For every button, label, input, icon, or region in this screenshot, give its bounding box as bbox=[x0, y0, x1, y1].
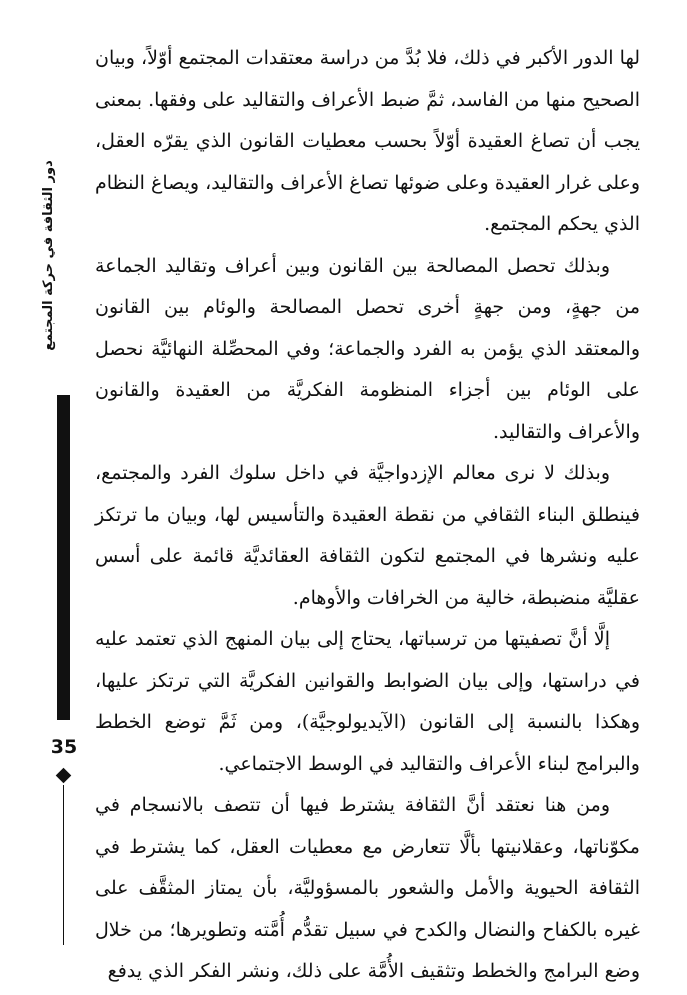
diamond-ornament-icon bbox=[56, 768, 72, 784]
running-title bbox=[28, 160, 68, 350]
page-number: 35 bbox=[50, 736, 78, 758]
running-title-text: دور الثقافة في حركة المجتمع bbox=[40, 159, 56, 351]
decorative-side-line bbox=[63, 785, 64, 945]
page-margin-column bbox=[28, 0, 78, 995]
paragraph-1: لها الدور الأكبر في ذلك، فلا بُدَّ من دراسة معتقدات المجتمع أوّلاً، وبيان الصحيح منها من الفاسد، ثمَّ ضبط الأعراف والتقاليد على وفقها. بمعنى يجب أن تصاغ العقيدة أوّلاً بحسب معطيات القانون الذي يقرّه العقل، وعلى غرار العقيدة وعلى ضوئها تصاغ الأعراف والتقاليد، ويصاغ النظام الذي يحكم المجتمع. bbox=[95, 47, 640, 235]
paragraph-5: ومن هنا نعتقد أنَّ الثقافة يشترط فيها أن تتصف بالانسجام في مكوّناتها، وعقلانيتها بألَّا تتعارض مع معطيات العقل، كما يشترط في الثقافة الحيوية والأمل والشعور بالمسؤوليَّة، بأن يمتاز المثقَّف على غيره بالكفاح والنضال والكدح في سبيل تقدُّم أُمَّته وتطويرها؛ من خلال وضع البرامج والخطط وتثقيف الأُمَّة على ذلك، ونشر الفكر الذي يدفع bbox=[95, 794, 640, 982]
body-text bbox=[95, 38, 640, 993]
paragraph-4: إلَّا أنَّ تصفيتها من ترسباتها، يحتاج إلى بيان المنهج الذي تعتمد عليه في دراستها، وإلى بيان الضوابط والقوانين الفكريَّة التي ترتكز عليها، وهكذا بالنسبة إلى القانون (الآيديولوجيَّة)، ومن ثَمَّ توضع الخطط والبرامج لبناء الأعراف والتقاليد في الوسط الاجتماعي. bbox=[95, 628, 640, 775]
paragraph-2: وبذلك تحصل المصالحة بين القانون وبين أعراف وتقاليد الجماعة من جهةٍ، ومن جهةٍ أخرى تحصل المصالحة والوئام بين القانون والمعتقد الذي يؤمن به الفرد والجماعة؛ وفي المحصِّلة النهائيَّة نحصل على الوئام بين أجزاء المنظومة الفكريَّة من العقيدة والقانون والأعراف والتقاليد. bbox=[95, 254, 640, 443]
paragraph-3: وبذلك لا نرى معالم الإزدواجيَّة في داخل سلوك الفرد والمجتمع، فينطلق البناء الثقافي من نقطة العقيدة والتأسيس لها، وبيان ما ترتكز عليه ونشرها في المجتمع لتكون الثقافة العقائديَّة قائمة على أسس عقليَّة منضبطة، خالية من الخرافات والأوهام. bbox=[95, 462, 640, 609]
decorative-side-bar bbox=[57, 395, 70, 720]
